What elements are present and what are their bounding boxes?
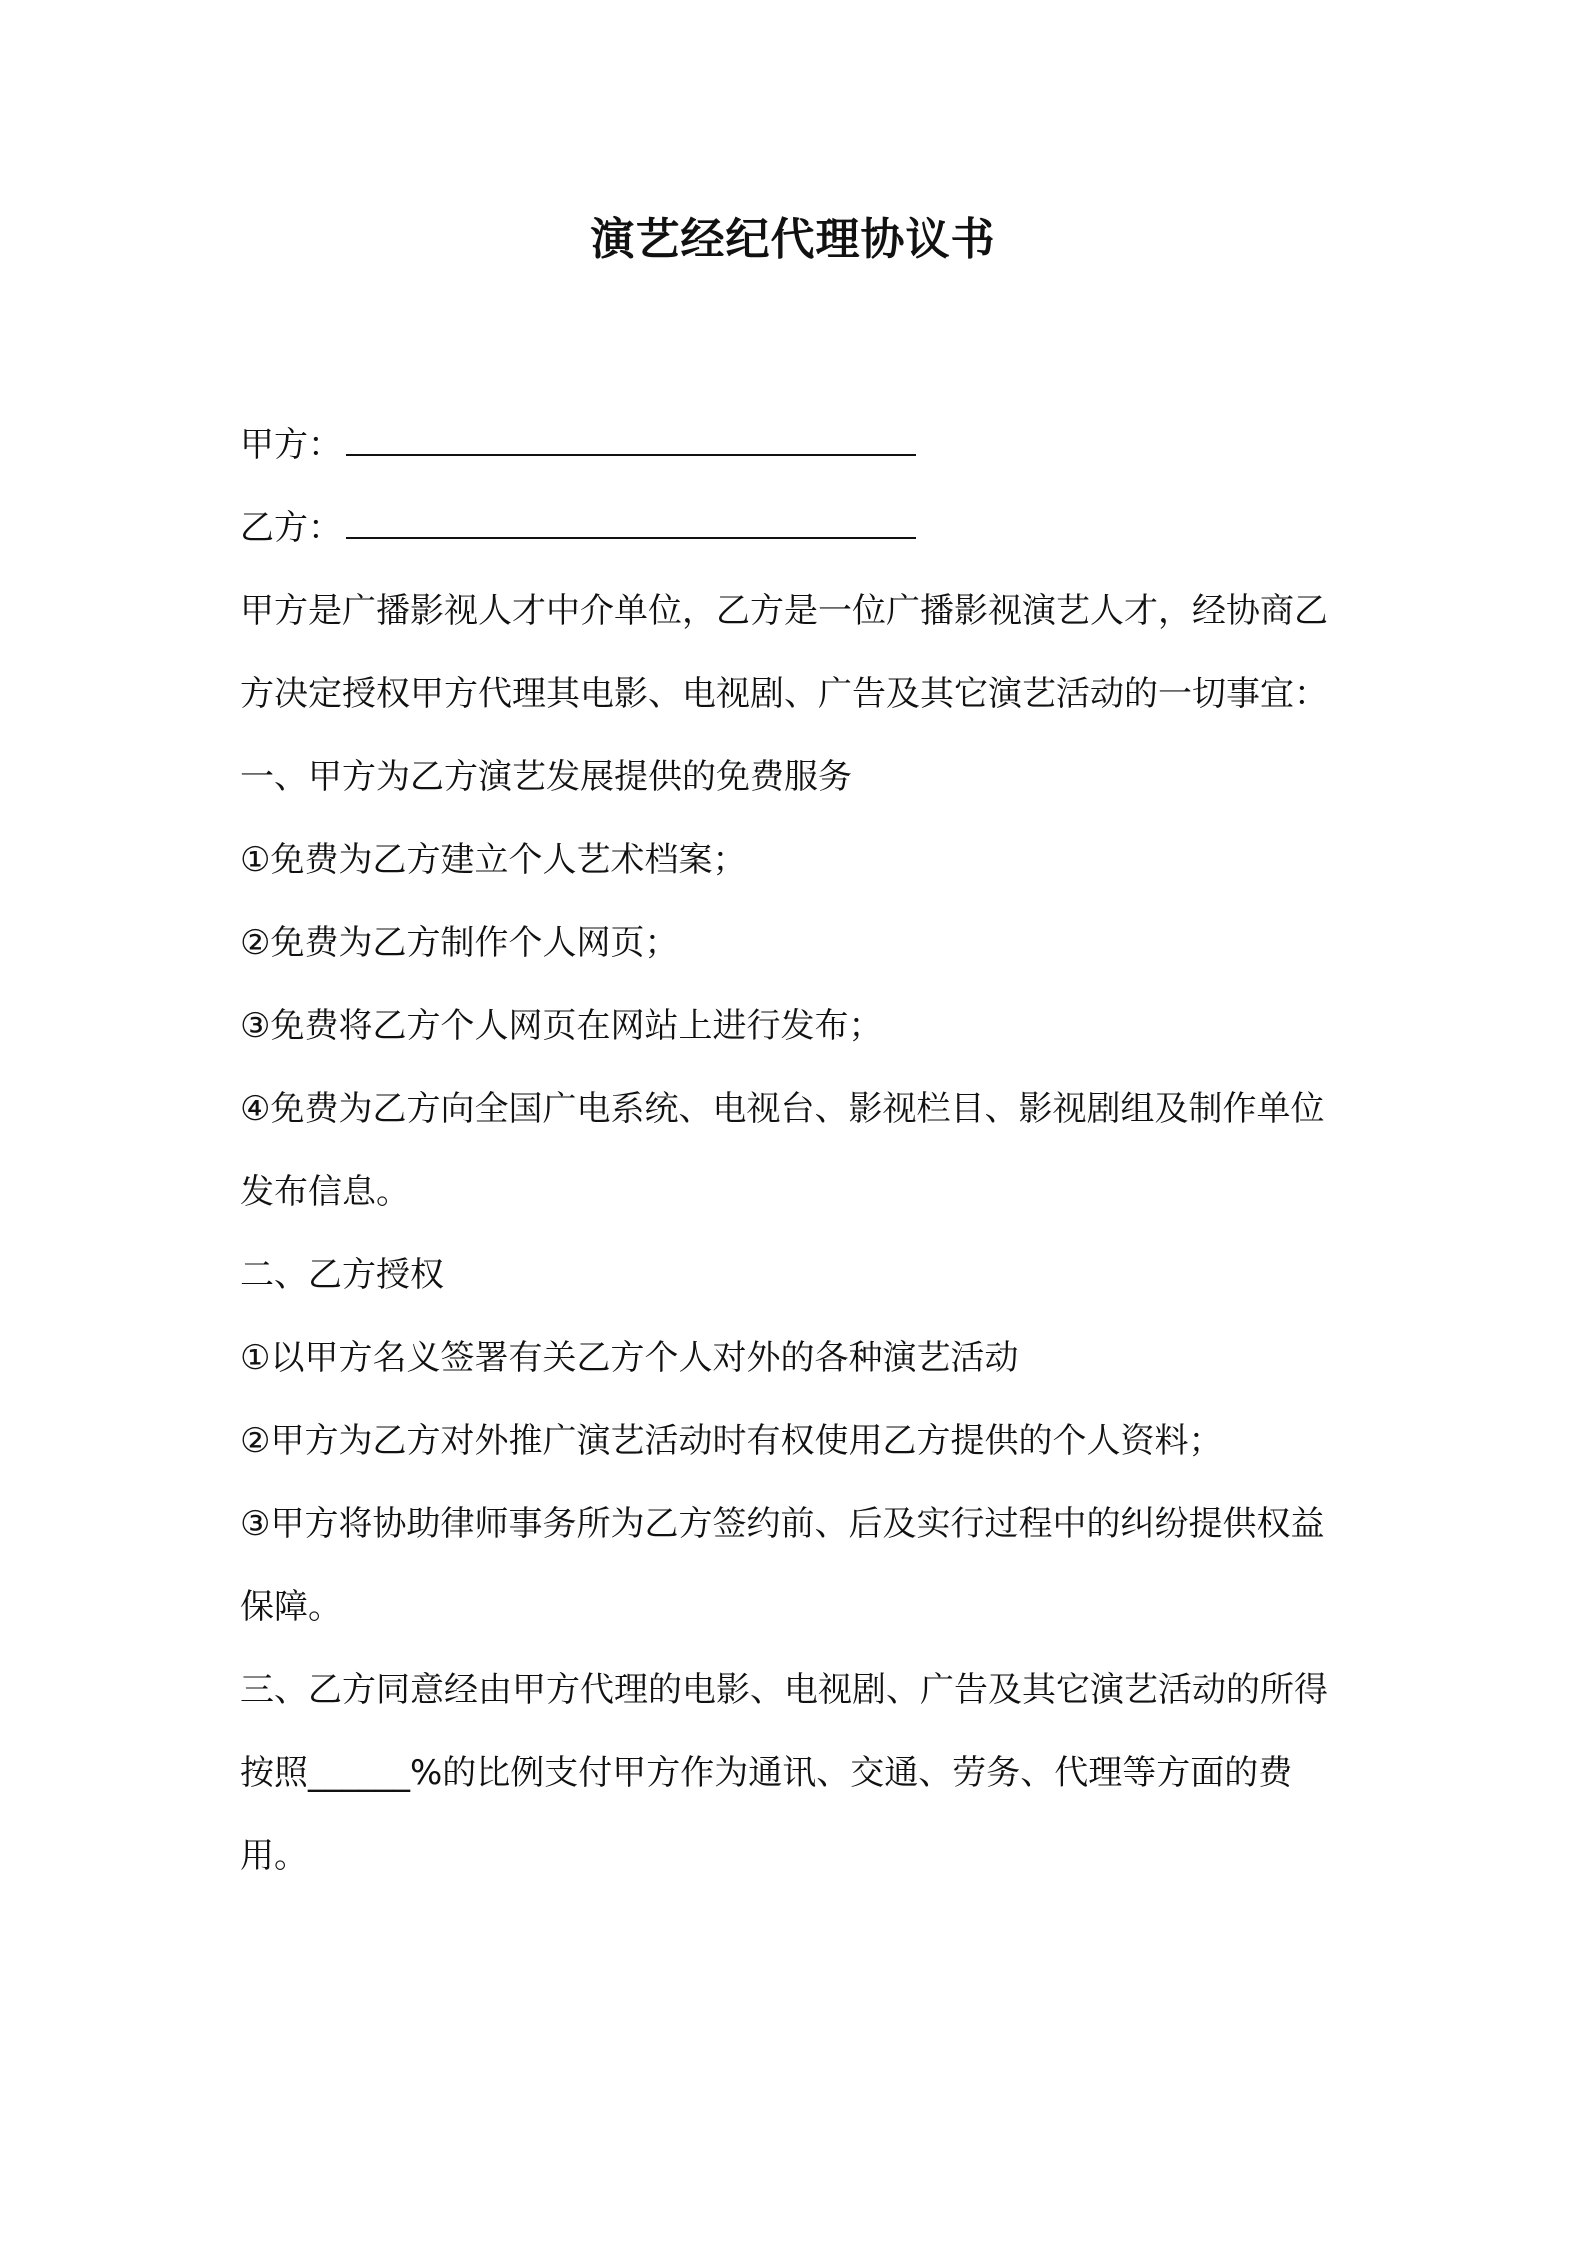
section-1-item: ①免费为乙方建立个人艺术档案；	[240, 840, 747, 880]
party-b-line	[240, 487, 1350, 570]
section-2-item: ③甲方将协助律师事务所为乙方签约前、后及实行过程中的纠纷提供权益保障。	[240, 1504, 1325, 1627]
party-b-label: 乙方：	[240, 508, 342, 548]
party-a-blank	[346, 430, 916, 456]
party-a-label: 甲方：	[240, 425, 342, 465]
section-1-heading: 一、甲方为乙方演艺发展提供的免费服务	[240, 757, 852, 797]
intro-paragraph: 甲方是广播影视人才中介单位，乙方是一位广播影视演艺人才，经协商乙方决定授权甲方代理其电影、电视剧、广告及其它演艺活动的一切事宜：	[240, 591, 1328, 714]
section-2-item: ①以甲方名义签署有关乙方个人对外的各种演艺活动	[240, 1338, 1019, 1378]
section-1-item: ④免费为乙方向全国广电系统、电视台、影视栏目、影视剧组及制作单位发布信息。	[240, 1089, 1325, 1212]
party-a-line	[240, 404, 1350, 487]
section-1-item: ②免费为乙方制作个人网页；	[240, 923, 679, 963]
section-2-heading: 二、乙方授权	[240, 1255, 444, 1295]
party-b-blank	[346, 513, 916, 539]
section-2-item: ②甲方为乙方对外推广演艺活动时有权使用乙方提供的个人资料；	[240, 1421, 1223, 1461]
document-body	[240, 404, 1350, 1898]
section-3-paragraph: 三、乙方同意经由甲方代理的电影、电视剧、广告及其它演艺活动的所得按照______%的比例支付甲方作为通讯、交通、劳务、代理等方面的费用。	[240, 1670, 1328, 1876]
document-title: 演艺经纪代理协议书	[590, 214, 996, 265]
section-1-item: ③免费将乙方个人网页在网站上进行发布；	[240, 1006, 883, 1046]
